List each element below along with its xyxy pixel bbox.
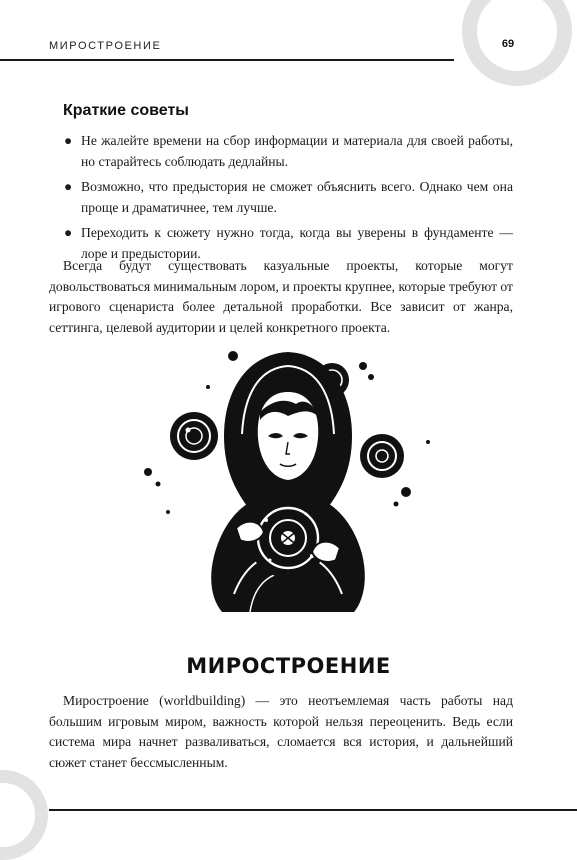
tips-heading: Краткие советы: [63, 102, 189, 119]
page-number: 69: [501, 38, 515, 50]
bullet-icon: ●: [64, 179, 73, 194]
bullet-icon: ●: [64, 133, 73, 148]
list-item: [63, 131, 513, 172]
list-item: [63, 177, 513, 218]
section-title: МИРОСТРОЕНИЕ: [186, 654, 391, 678]
tips-list: [63, 131, 513, 269]
header-rule: [0, 59, 454, 61]
tip-text: Возможно, что предыстория не сможет объяснить всего. Однако чем она проще и драматичнее, тем лучше.: [81, 179, 513, 215]
tip-text: Переходить к сюжету нужно тогда, когда вы уверены в фундаменте — лоре и предыстории.: [81, 225, 513, 261]
tip-text: Не жалейте времени на сбор информации и материала для своей работы, но старайтесь соблюдать дедлайны.: [81, 133, 513, 169]
sorceress-illustration: [128, 342, 448, 614]
body-paragraph: Всегда будут существовать казуальные проекты, которые могут довольствоваться минимальным лором, и проекты крупнее, которые требуют от игрового сценариста более детальной проработки. Все зависит от жанра, сеттинга, целевой аудитории и целей конкретного проекта.: [49, 258, 513, 335]
body-paragraph: Миростроение (worldbuilding) — это неотъемлемая часть работы над большим игровым миром, важность которой нельзя переоценить. Ведь если система мира начнет разваливаться, сломается вся история, и дальнейший сюжет станет бессмысленным.: [49, 693, 513, 770]
running-head: МИРОСТРОЕНИЕ: [49, 40, 162, 52]
footer-rule: [49, 809, 577, 811]
decorative-ring-bottom: [0, 770, 48, 860]
bullet-icon: ●: [64, 225, 73, 240]
